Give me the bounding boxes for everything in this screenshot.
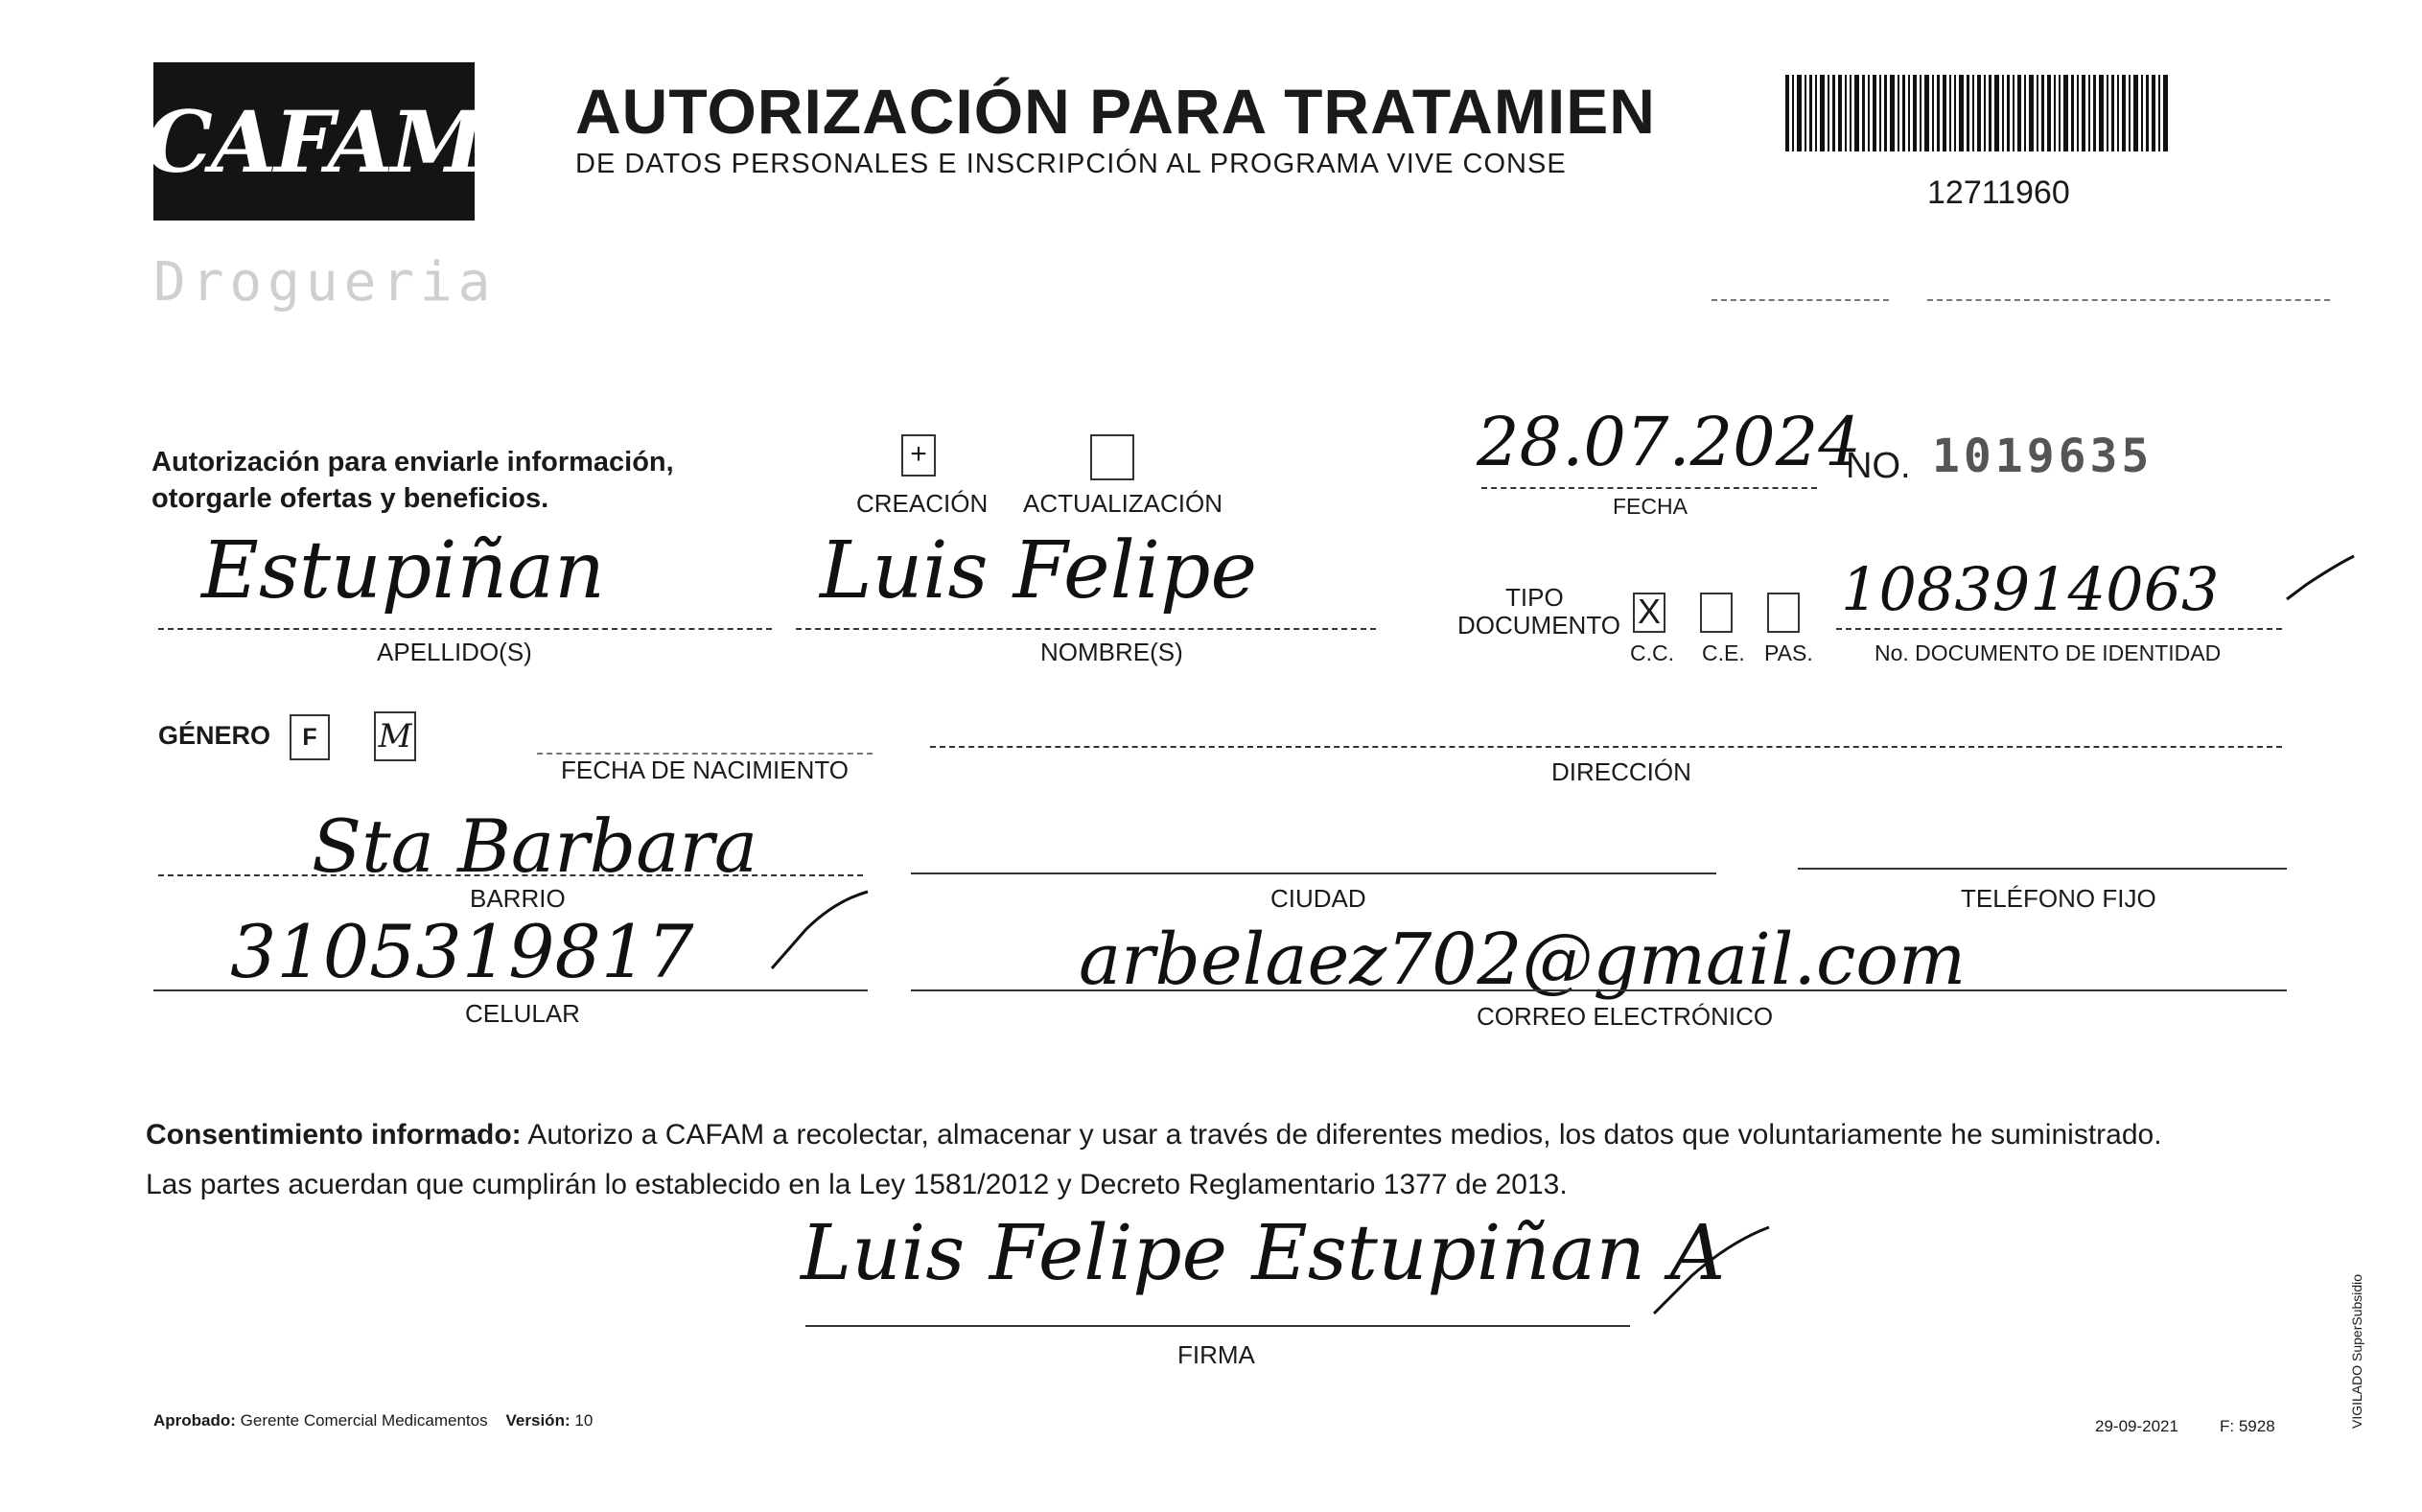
correo-line	[911, 989, 2287, 991]
fecha-nacimiento-line	[537, 753, 873, 755]
footer-code: F: 5928	[2220, 1417, 2275, 1435]
actualizacion-label: ACTUALIZACIÓN	[1023, 489, 1223, 518]
celular-line	[153, 989, 868, 991]
creacion-label: CREACIÓN	[856, 489, 989, 518]
logo-text: CAFAM	[145, 91, 483, 192]
faded-store-name: Drogueria	[153, 251, 497, 314]
telefono-label: TELÉFONO FIJO	[1961, 884, 2156, 913]
cafam-logo	[145, 62, 483, 221]
nombres-line	[796, 628, 1376, 630]
aprobado-value: Gerente Comercial Medicamentos	[240, 1411, 488, 1430]
documento-label: DOCUMENTO	[1457, 611, 1620, 640]
correo-label: CORREO ELECTRÓNICO	[1477, 1002, 1774, 1031]
genero-m-checkbox[interactable]: M	[374, 711, 416, 761]
checkmark-icon	[767, 887, 873, 973]
footer-left	[153, 1411, 593, 1431]
consent-lead: Consentimiento informado:	[146, 1119, 522, 1151]
no-label: NO.	[1846, 446, 1911, 486]
apellidos-label: APELLIDO(S)	[377, 638, 532, 666]
vertical-supervision-text: VIGILADO SuperSubsidio	[2349, 1273, 2364, 1429]
consent-line2: Las partes acuerdan que cumplirán lo establecido en la Ley 1581/2012 y Decreto Reglamentario 1377 de 2013.	[146, 1169, 1568, 1200]
barrio-line	[158, 874, 863, 876]
barcode-icon	[1785, 75, 2171, 151]
version-value: 10	[574, 1411, 594, 1430]
consent-line1: Autorizo a CAFAM a recolectar, almacenar y usar a través de diferentes medios, los datos que voluntariamente he suministrado.	[527, 1119, 2162, 1151]
consent-paragraph	[146, 1110, 2294, 1210]
no-value: 1019635	[1932, 430, 2154, 483]
doc-number-line	[1836, 628, 2282, 630]
barrio-handwritten: Sta Barbara	[312, 803, 758, 889]
fecha-handwritten: 28.07.2024	[1477, 403, 1861, 481]
direccion-label: DIRECCIÓN	[1551, 757, 1691, 786]
nombres-label: NOMBRE(S)	[1040, 638, 1183, 666]
aprobado-label: Aprobado:	[153, 1411, 236, 1430]
celular-label: CELULAR	[465, 999, 580, 1028]
fecha-label: FECHA	[1613, 494, 1688, 519]
correo-handwritten: arbelaez702@gmail.com	[1079, 919, 1967, 1001]
ciudad-label: CIUDAD	[1270, 884, 1366, 913]
authorization-heading-line2: otorgarle ofertas y beneficios.	[151, 483, 549, 514]
checkmark-icon	[1649, 1222, 1774, 1318]
pas-checkbox[interactable]	[1767, 593, 1800, 633]
fecha-line	[1481, 487, 1817, 489]
ce-checkbox[interactable]	[1700, 593, 1733, 633]
nombres-handwritten: Luis Felipe	[820, 525, 1258, 616]
barrio-label: BARRIO	[470, 884, 566, 913]
cc-checkbox[interactable]: X	[1633, 593, 1665, 633]
apellidos-line	[158, 628, 772, 630]
genero-f-checkbox[interactable]: F	[290, 714, 330, 760]
top-rule-right	[1927, 299, 2330, 301]
genero-label: GÉNERO	[158, 721, 271, 750]
signature-label: FIRMA	[1177, 1340, 1255, 1369]
pas-label: PAS.	[1764, 640, 1813, 665]
doc-number-handwritten: 1083914063	[1841, 554, 2220, 624]
form-title: AUTORIZACIÓN PARA TRATAMIEN	[575, 76, 1656, 147]
checkmark-icon	[2282, 551, 2359, 604]
form-subtitle: DE DATOS PERSONALES E INSCRIPCIÓN AL PROGRAMA VIVE CONSE	[575, 149, 1567, 179]
telefono-line	[1798, 868, 2287, 870]
ce-label: C.E.	[1702, 640, 1745, 665]
barcode-number: 12711960	[1927, 174, 2070, 211]
ciudad-line	[911, 872, 1716, 874]
direccion-line	[930, 746, 2282, 748]
actualizacion-checkbox[interactable]	[1090, 434, 1134, 480]
tipo-label: TIPO	[1505, 583, 1564, 612]
signature-handwritten: Luis Felipe Estupiñan A	[801, 1208, 1726, 1297]
fecha-nacimiento-label: FECHA DE NACIMIENTO	[561, 756, 850, 784]
celular-handwritten: 3105319817	[230, 909, 694, 994]
signature-line	[805, 1325, 1630, 1327]
footer-date: 29-09-2021	[2095, 1417, 2178, 1435]
top-rule-left	[1712, 299, 1889, 301]
version-label: Versión:	[505, 1411, 571, 1430]
creacion-checkbox[interactable]: +	[901, 434, 936, 477]
cc-label: C.C.	[1630, 640, 1674, 665]
apellidos-handwritten: Estupiñan	[201, 525, 605, 616]
authorization-heading-line1: Autorización para enviarle información,	[151, 447, 674, 477]
doc-number-label: No. DOCUMENTO DE IDENTIDAD	[1875, 640, 2222, 665]
